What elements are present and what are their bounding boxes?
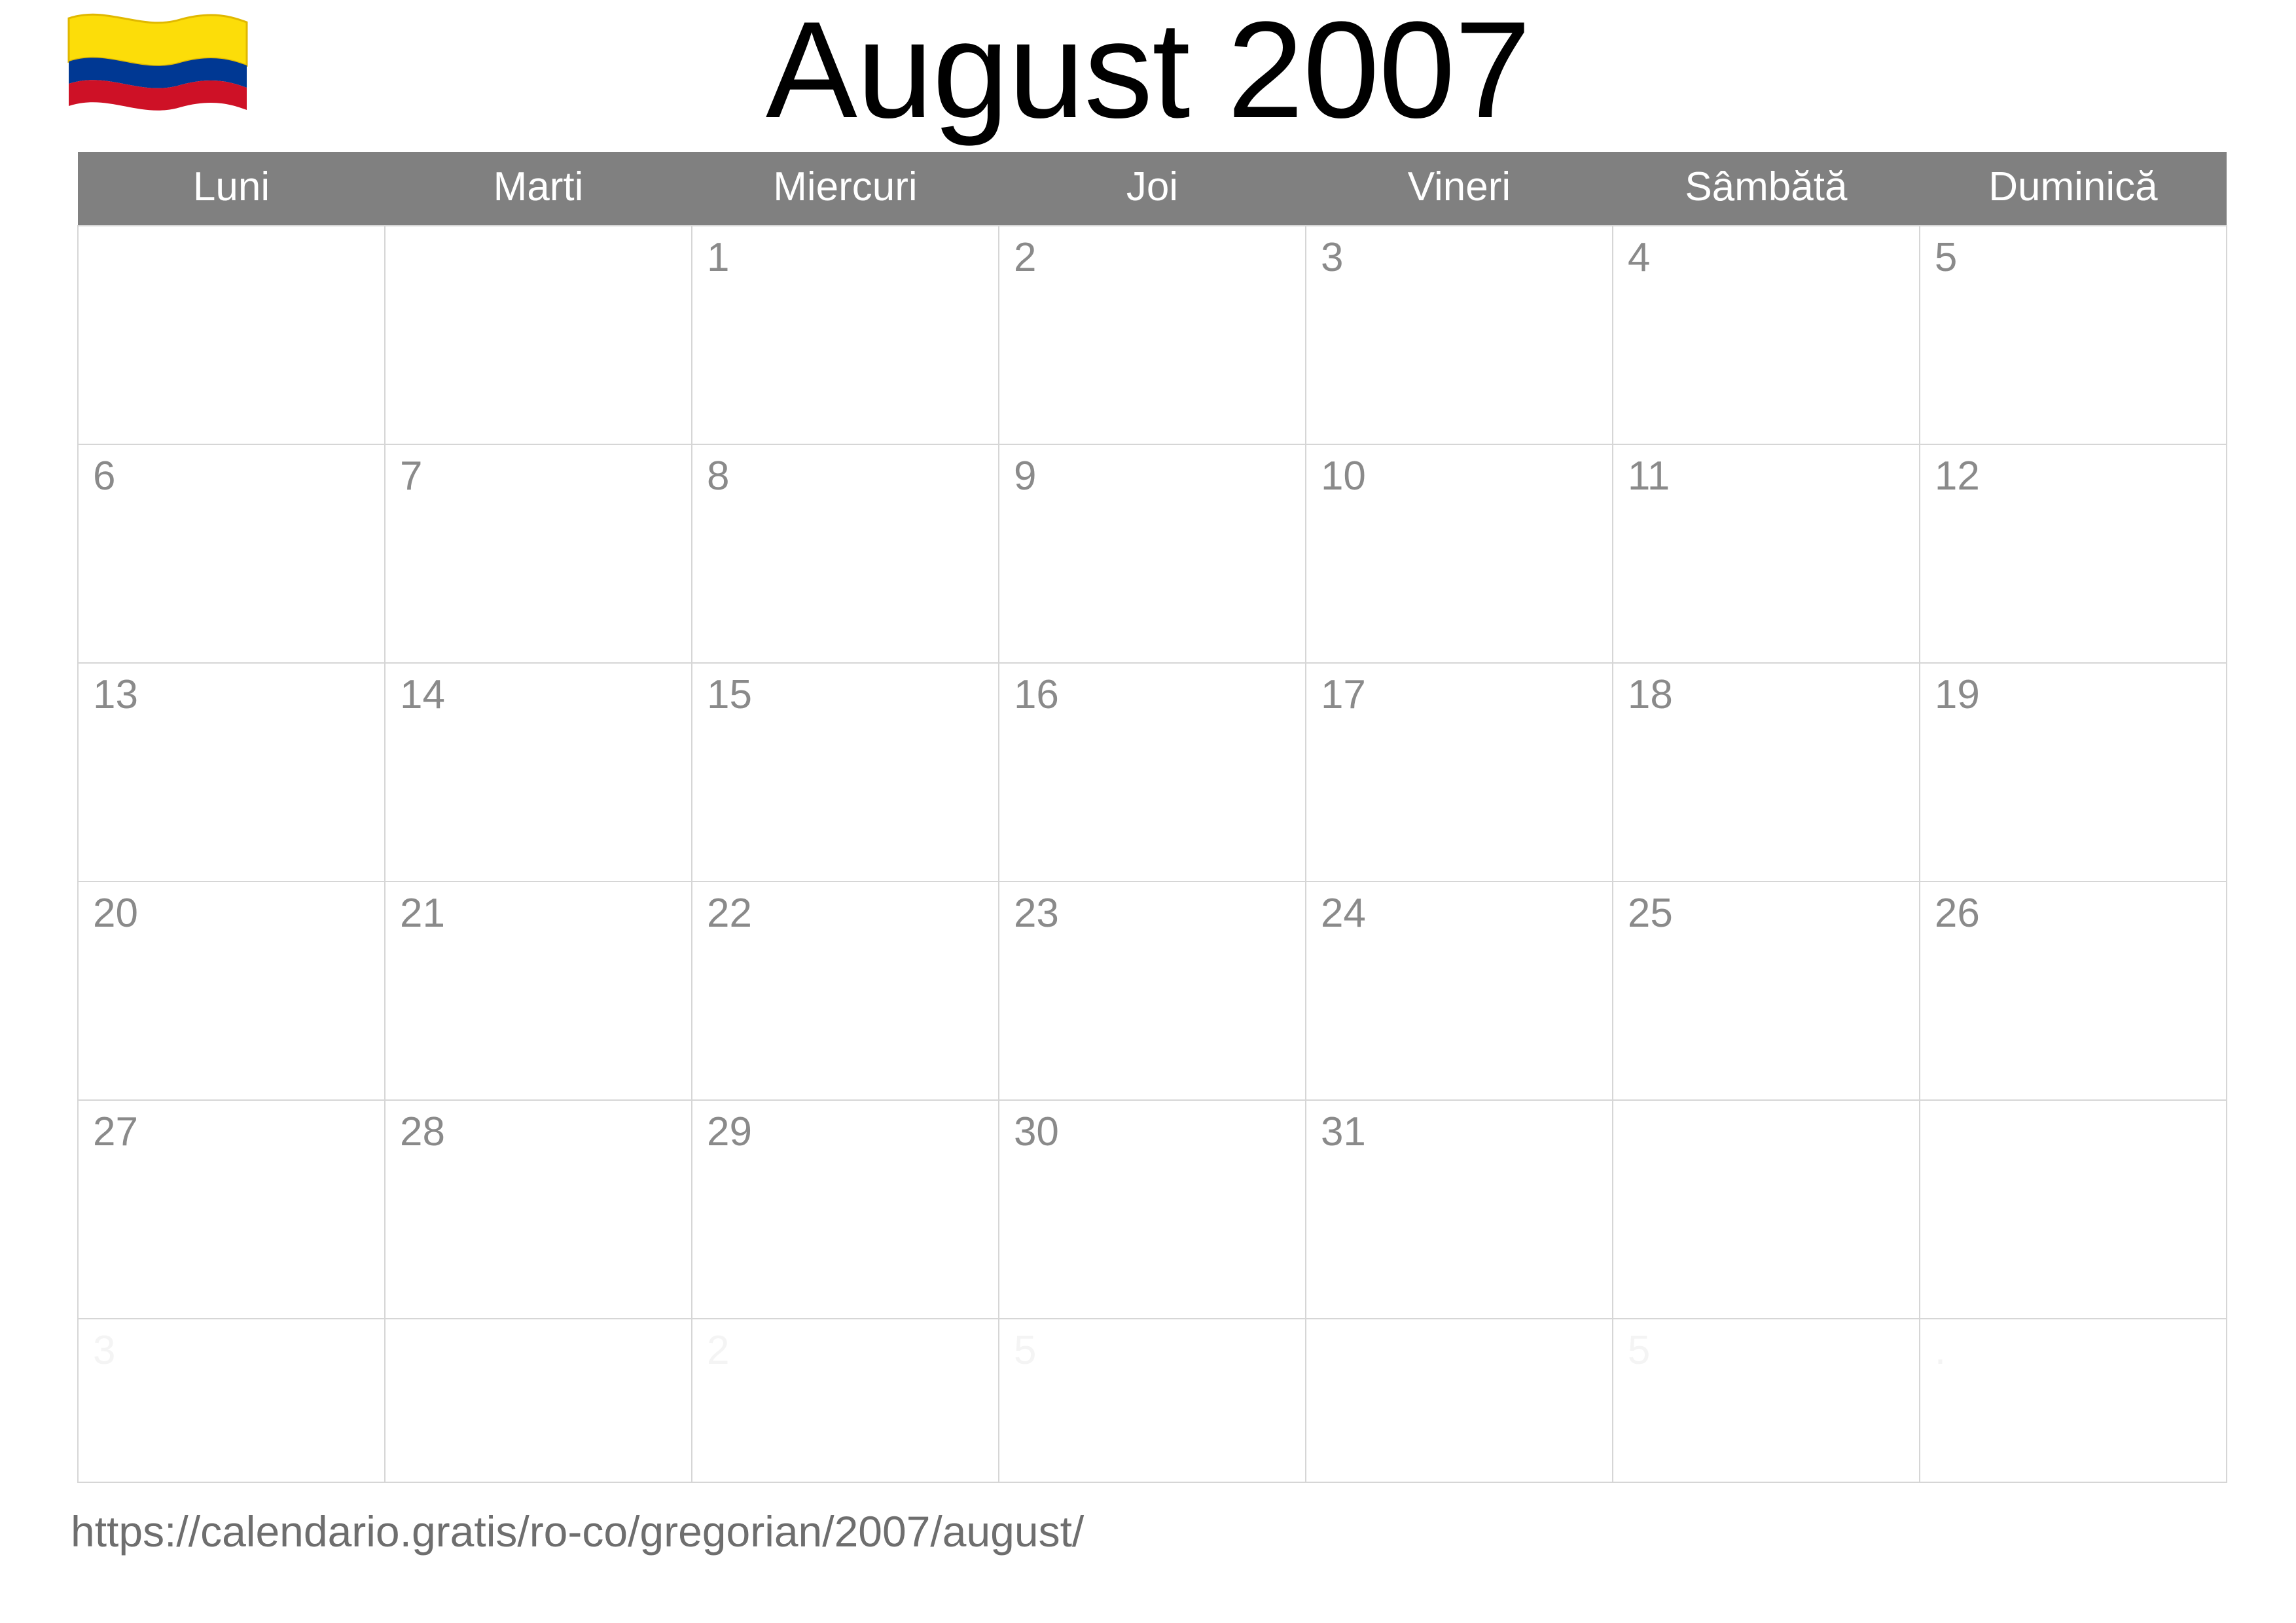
day-cell[interactable] [78,1100,385,1319]
day-number: 5 [1013,1328,1037,1373]
day-cell[interactable] [692,882,999,1100]
day-number: 21 [399,891,445,936]
day-cell[interactable] [1613,882,1920,1100]
calendar-week-row [78,226,2227,444]
day-number: 3 [93,1328,116,1373]
page-title: August 2007 [765,0,1531,147]
day-cell[interactable] [999,1319,1306,1482]
day-cell[interactable] [385,1100,692,1319]
day-cell[interactable] [1920,226,2227,444]
day-cell[interactable] [1613,226,1920,444]
day-cell[interactable] [999,226,1306,444]
day-number: 7 [399,454,423,499]
day-number: 2 [1013,235,1037,280]
day-number: 28 [399,1109,445,1154]
day-number: 23 [1013,891,1059,936]
calendar-week-row [78,882,2227,1100]
day-number: 8 [706,454,730,499]
day-cell[interactable] [1920,444,2227,663]
day-number: 25 [1627,891,1673,936]
day-number: 2 [706,1328,730,1373]
day-cell[interactable] [1306,663,1613,882]
day-cell[interactable] [1306,1319,1613,1482]
day-cell[interactable] [692,663,999,882]
calendar-week-row [78,1100,2227,1319]
source-url: https://calendario.gratis/ro-co/gregorian/2007/august/ [71,1507,1085,1556]
day-cell[interactable] [1306,226,1613,444]
day-cell[interactable] [385,444,692,663]
day-number: 10 [1320,454,1366,499]
day-cell[interactable] [1613,1100,1920,1319]
day-number: 19 [1934,672,1980,717]
day-number: 24 [1320,891,1366,936]
weekday-header-duminica: Duminică [1920,152,2227,226]
day-number: 20 [93,891,138,936]
day-cell[interactable] [692,1100,999,1319]
day-cell[interactable] [1920,1319,2227,1482]
day-number: 12 [1934,454,1980,499]
day-number: 3 [1320,235,1344,280]
weekday-header-miercuri: Miercuri [692,152,999,226]
day-cell[interactable] [385,226,692,444]
calendar-week-row [78,444,2227,663]
day-cell[interactable] [78,1319,385,1482]
day-number: . [1934,1328,1946,1373]
day-cell[interactable] [1613,444,1920,663]
day-number: 18 [1627,672,1673,717]
day-cell[interactable] [385,1319,692,1482]
day-number: 13 [93,672,138,717]
weekday-header-marti: Marti [385,152,692,226]
month-calendar [77,152,2227,1483]
calendar-week-row-faint [78,1319,2227,1482]
calendar-week-row [78,663,2227,882]
day-cell[interactable] [1306,1100,1613,1319]
day-number: 6 [93,454,116,499]
weekday-header-joi: Joi [999,152,1306,226]
page-header [0,0,2296,149]
day-cell[interactable] [1920,663,2227,882]
day-cell[interactable] [78,226,385,444]
day-cell[interactable] [999,882,1306,1100]
day-cell[interactable] [1613,663,1920,882]
day-cell[interactable] [1613,1319,1920,1482]
day-cell[interactable] [999,663,1306,882]
day-cell[interactable] [1306,882,1613,1100]
day-number: 17 [1320,672,1366,717]
day-number: 16 [1013,672,1059,717]
day-number: 4 [1627,235,1651,280]
day-cell[interactable] [1920,1100,2227,1319]
day-cell[interactable] [1920,882,2227,1100]
day-cell[interactable] [999,444,1306,663]
day-cell[interactable] [385,663,692,882]
weekday-header-vineri: Vineri [1306,152,1613,226]
day-number: 26 [1934,891,1980,936]
day-number: 15 [706,672,752,717]
day-number: 30 [1013,1109,1059,1154]
day-number: 14 [399,672,445,717]
day-cell[interactable] [692,226,999,444]
day-cell[interactable] [78,663,385,882]
day-cell[interactable] [385,882,692,1100]
day-cell[interactable] [692,1319,999,1482]
day-cell[interactable] [78,444,385,663]
day-number: 11 [1627,454,1670,499]
day-number: 5 [1934,235,1958,280]
day-number: 9 [1013,454,1037,499]
day-number: 31 [1320,1109,1366,1154]
day-cell[interactable] [692,444,999,663]
day-cell[interactable] [78,882,385,1100]
day-cell[interactable] [999,1100,1306,1319]
weekday-header-sambata: Sâmbătă [1613,152,1920,226]
weekday-header-row [78,152,2227,226]
day-number: 22 [706,891,752,936]
day-number: 29 [706,1109,752,1154]
day-number: 1 [706,235,730,280]
day-cell[interactable] [1306,444,1613,663]
day-number: 5 [1627,1328,1651,1373]
weekday-header-luni: Luni [78,152,385,226]
day-number: 27 [93,1109,138,1154]
